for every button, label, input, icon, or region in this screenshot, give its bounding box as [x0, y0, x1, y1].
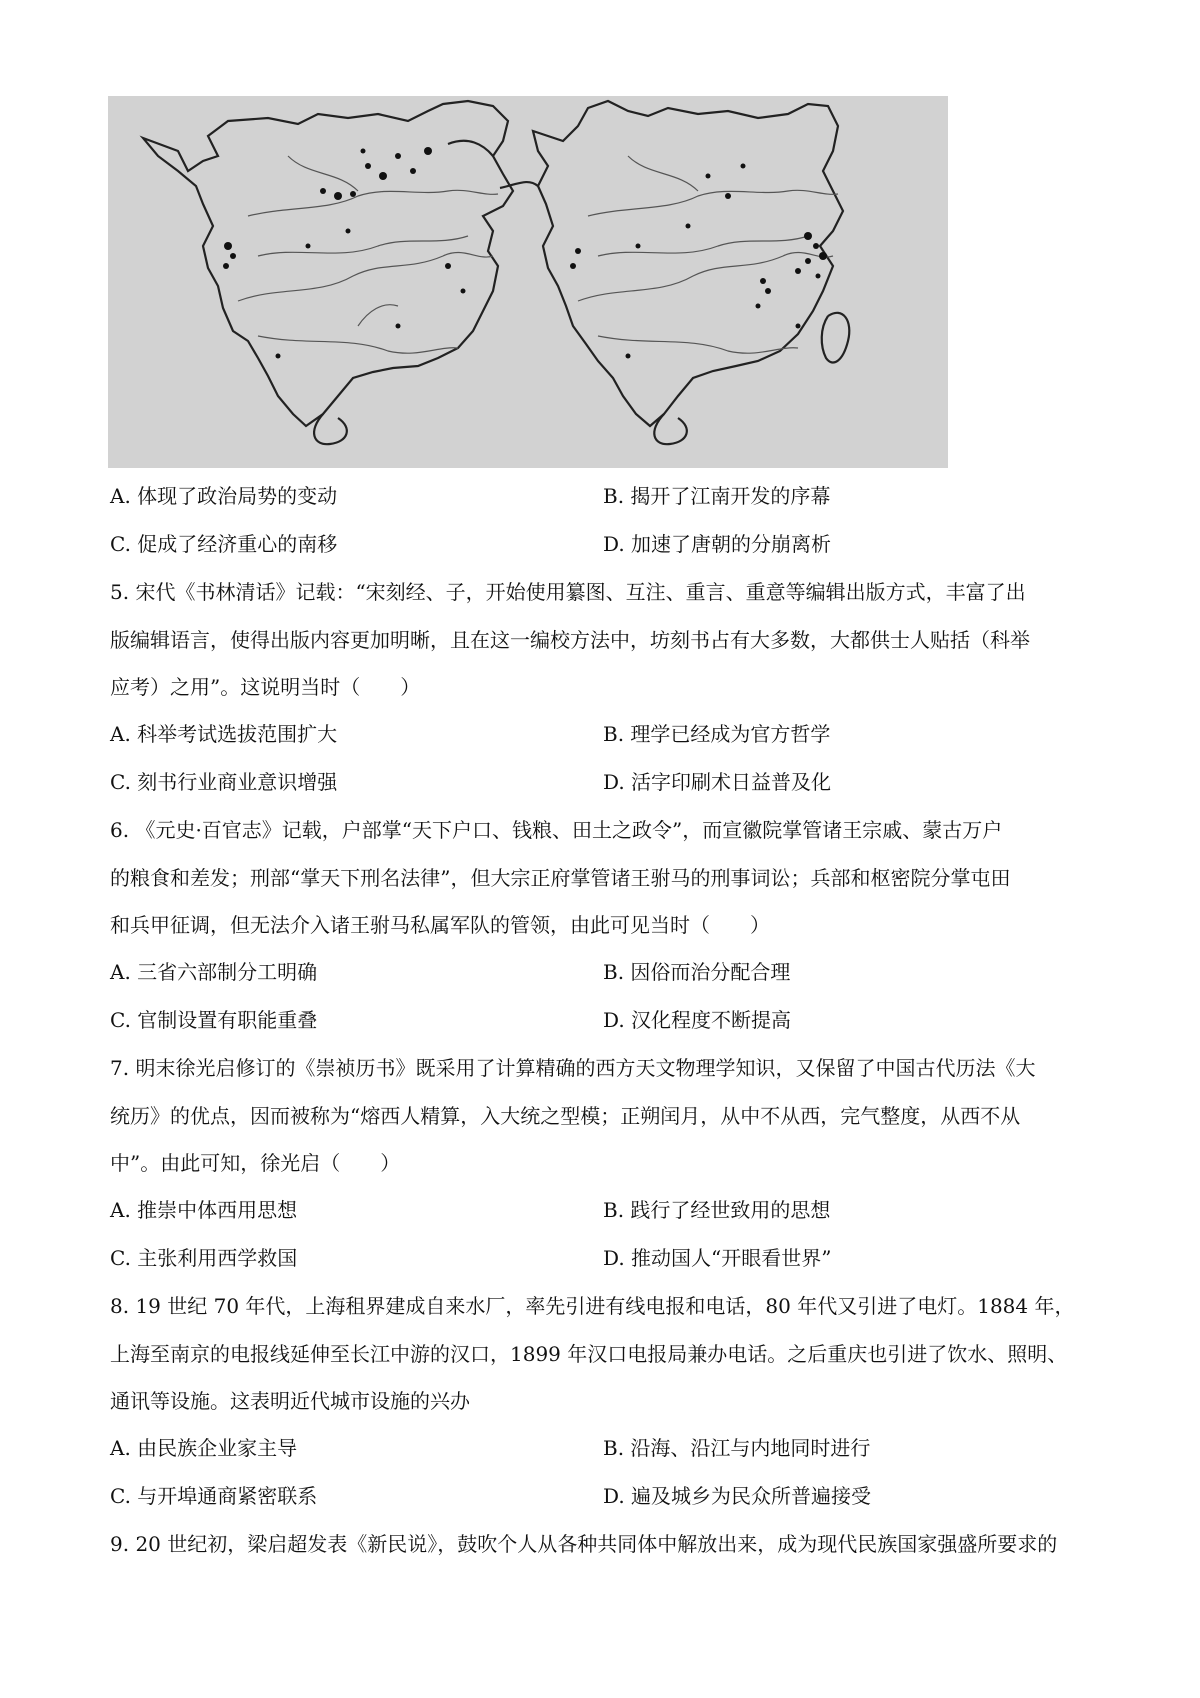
q5-stem-line-2: 版编辑语言，使得出版内容更加明晰，且在这一编校方法中，坊刻书占有大多数，大都供士人贴括（科举	[110, 628, 1030, 652]
q7-stem-line-1: 7. 明末徐光启修订的《崇祯历书》既采用了计算精确的西方天文物理学知识，又保留了中国古代历法《大	[110, 1056, 1036, 1080]
q6-option-d: D. 汉化程度不断提高	[603, 1008, 792, 1032]
q6-option-b: B. 因俗而治分配合理	[603, 960, 791, 984]
q4-option-a: A. 体现了政治局势的变动	[110, 484, 338, 508]
q4-option-c: C. 促成了经济重心的南移	[110, 532, 338, 556]
q6-stem-line-2: 的粮食和差发；刑部“掌天下刑名法律”，但大宗正府掌管诸王驸马的刑事词讼；兵部和枢密院分掌屯田	[110, 866, 1011, 890]
q5-option-d: D. 活字印刷术日益普及化	[603, 770, 832, 794]
q6-option-c: C. 官制设置有职能重叠	[110, 1008, 318, 1032]
q8-stem-line-3: 通讯等设施。这表明近代城市设施的兴办	[110, 1389, 470, 1413]
historical-maps-figure	[108, 96, 948, 468]
q6-stem-line-3: 和兵甲征调，但无法介入诸王驸马私属军队的管领，由此可见当时（ ）	[110, 913, 770, 937]
q5-stem-line-1: 5. 宋代《书林清话》记载：“宋刻经、子，开始使用纂图、互注、重言、重意等编辑出版方式，丰富了出	[110, 580, 1026, 604]
q7-option-c: C. 主张利用西学救国	[110, 1246, 298, 1270]
q9-stem-line-1: 9. 20 世纪初，梁启超发表《新民说》，鼓吹个人从各种共同体中解放出来，成为现代民族国家强盛所要求的	[110, 1532, 1058, 1556]
q8-stem-line-2: 上海至南京的电报线延伸至长江中游的汉口，1899 年汉口电报局兼办电话。之后重庆也引进了饮水、照明、	[110, 1342, 1068, 1366]
q5-stem-line-3: 应考）之用”。这说明当时（ ）	[110, 675, 421, 699]
q7-option-d: D. 推动国人“开眼看世界”	[603, 1246, 832, 1270]
q8-option-d: D. 遍及城乡为民众所普遍接受	[603, 1484, 872, 1508]
q6-option-a: A. 三省六部制分工明确	[110, 960, 318, 984]
q5-option-a: A. 科举考试选拔范围扩大	[110, 722, 338, 746]
q4-option-d: D. 加速了唐朝的分崩离析	[603, 532, 832, 556]
q7-stem-line-3: 中”。由此可知，徐光启（ ）	[110, 1151, 401, 1175]
q8-option-c: C. 与开埠通商紧密联系	[110, 1484, 318, 1508]
q7-option-a: A. 推崇中体西用思想	[110, 1198, 298, 1222]
q8-stem-line-1: 8. 19 世纪 70 年代，上海租界建成自来水厂，率先引进有线电报和电话，80 年代又引进了电灯。1884 年，	[110, 1294, 1075, 1318]
q7-option-b: B. 践行了经世致用的思想	[603, 1198, 831, 1222]
q7-stem-line-2: 统历》的优点，因而被称为“熔西人精算，入大统之型模；正朔闰月，从中不从西，完气整度，从西不从	[110, 1104, 1021, 1128]
q8-option-b: B. 沿海、沿江与内地同时进行	[603, 1436, 871, 1460]
q5-option-c: C. 刻书行业商业意识增强	[110, 770, 338, 794]
q8-option-a: A. 由民族企业家主导	[110, 1436, 298, 1460]
q4-option-b: B. 揭开了江南开发的序幕	[603, 484, 831, 508]
q5-option-b: B. 理学已经成为官方哲学	[603, 722, 831, 746]
map-pair-graphic	[108, 96, 948, 468]
q6-stem-line-1: 6. 《元史·百官志》记载，户部掌“天下户口、钱粮、田土之政令”，而宣徽院掌管诸王宗戚、蒙古万户	[110, 818, 1003, 842]
